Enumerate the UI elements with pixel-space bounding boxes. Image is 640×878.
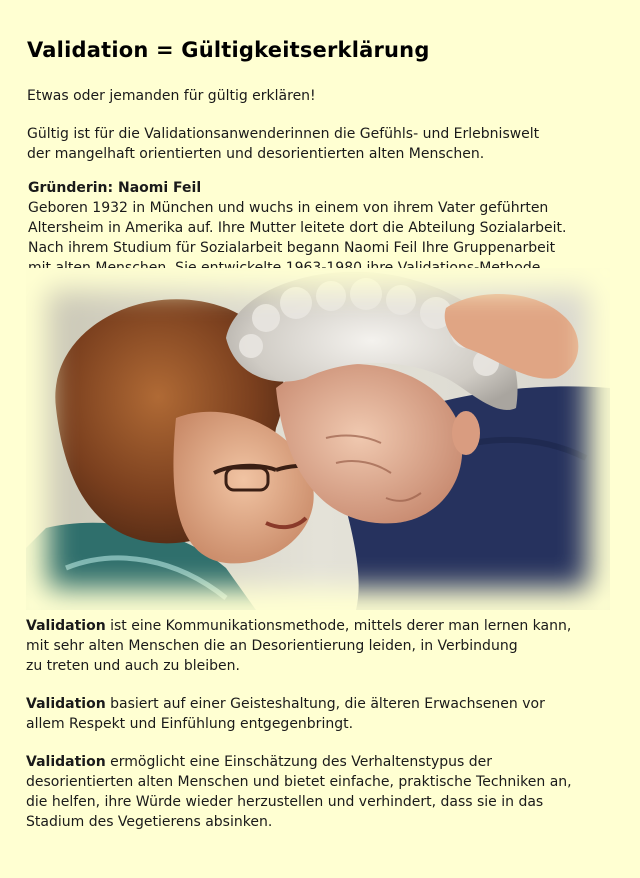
founder-line: Geboren 1932 in München und wuchs in einem von ihrem Vater geführten <box>28 200 549 216</box>
paragraph-line: die helfen, ihre Würde wieder herzustellen und verhindert, dass sie in das <box>26 794 544 810</box>
definition-text <box>27 124 539 164</box>
page-title: Validation = Gültigkeitserklärung <box>27 38 430 62</box>
definition-line: der mangelhaft orientierten und desorientierten alten Menschen. <box>27 146 485 162</box>
keyword: Validation <box>26 696 106 712</box>
paragraph-line: zu treten und auch zu bleiben. <box>26 658 240 674</box>
founder-section <box>28 178 566 278</box>
validation-paragraph <box>26 694 606 734</box>
paragraph-line: desorientierten alten Menschen und bietet einfache, praktische Techniken an, <box>26 774 572 790</box>
paragraph-line: mit sehr alten Menschen die an Desorientierung leiden, in Verbindung <box>26 638 518 654</box>
definition-line: Gültig ist für die Validationsanwenderinnen die Gefühls- und Erlebniswelt <box>27 126 540 142</box>
founder-line: Altersheim in Amerika auf. Ihre Mutter leitete dort die Abteilung Sozialarbeit. <box>28 220 567 236</box>
paragraph-text: ist eine Kommunikationsmethode, mittels derer man lernen kann, <box>105 618 572 634</box>
paragraph-line: allem Respekt und Einfühlung entgegenbringt. <box>26 716 354 732</box>
paragraph-line: Stadium des Vegetierens absinken. <box>26 814 273 830</box>
paragraph-text: basiert auf einer Geisteshaltung, die älteren Erwachsenen vor <box>105 696 545 712</box>
founder-heading: Gründerin: Naomi Feil <box>28 180 202 196</box>
validation-paragraph <box>26 752 606 832</box>
keyword: Validation <box>26 754 106 770</box>
founder-line: Nach ihrem Studium für Sozialarbeit begann Naomi Feil Ihre Gruppenarbeit <box>28 240 556 256</box>
intro-text: Etwas oder jemanden für gültig erklären! <box>27 88 316 104</box>
validation-paragraph <box>26 616 606 676</box>
paragraph-text: ermöglicht eine Einschätzung des Verhaltenstypus der <box>105 754 493 770</box>
embrace-photo <box>26 268 610 610</box>
keyword: Validation <box>26 618 106 634</box>
